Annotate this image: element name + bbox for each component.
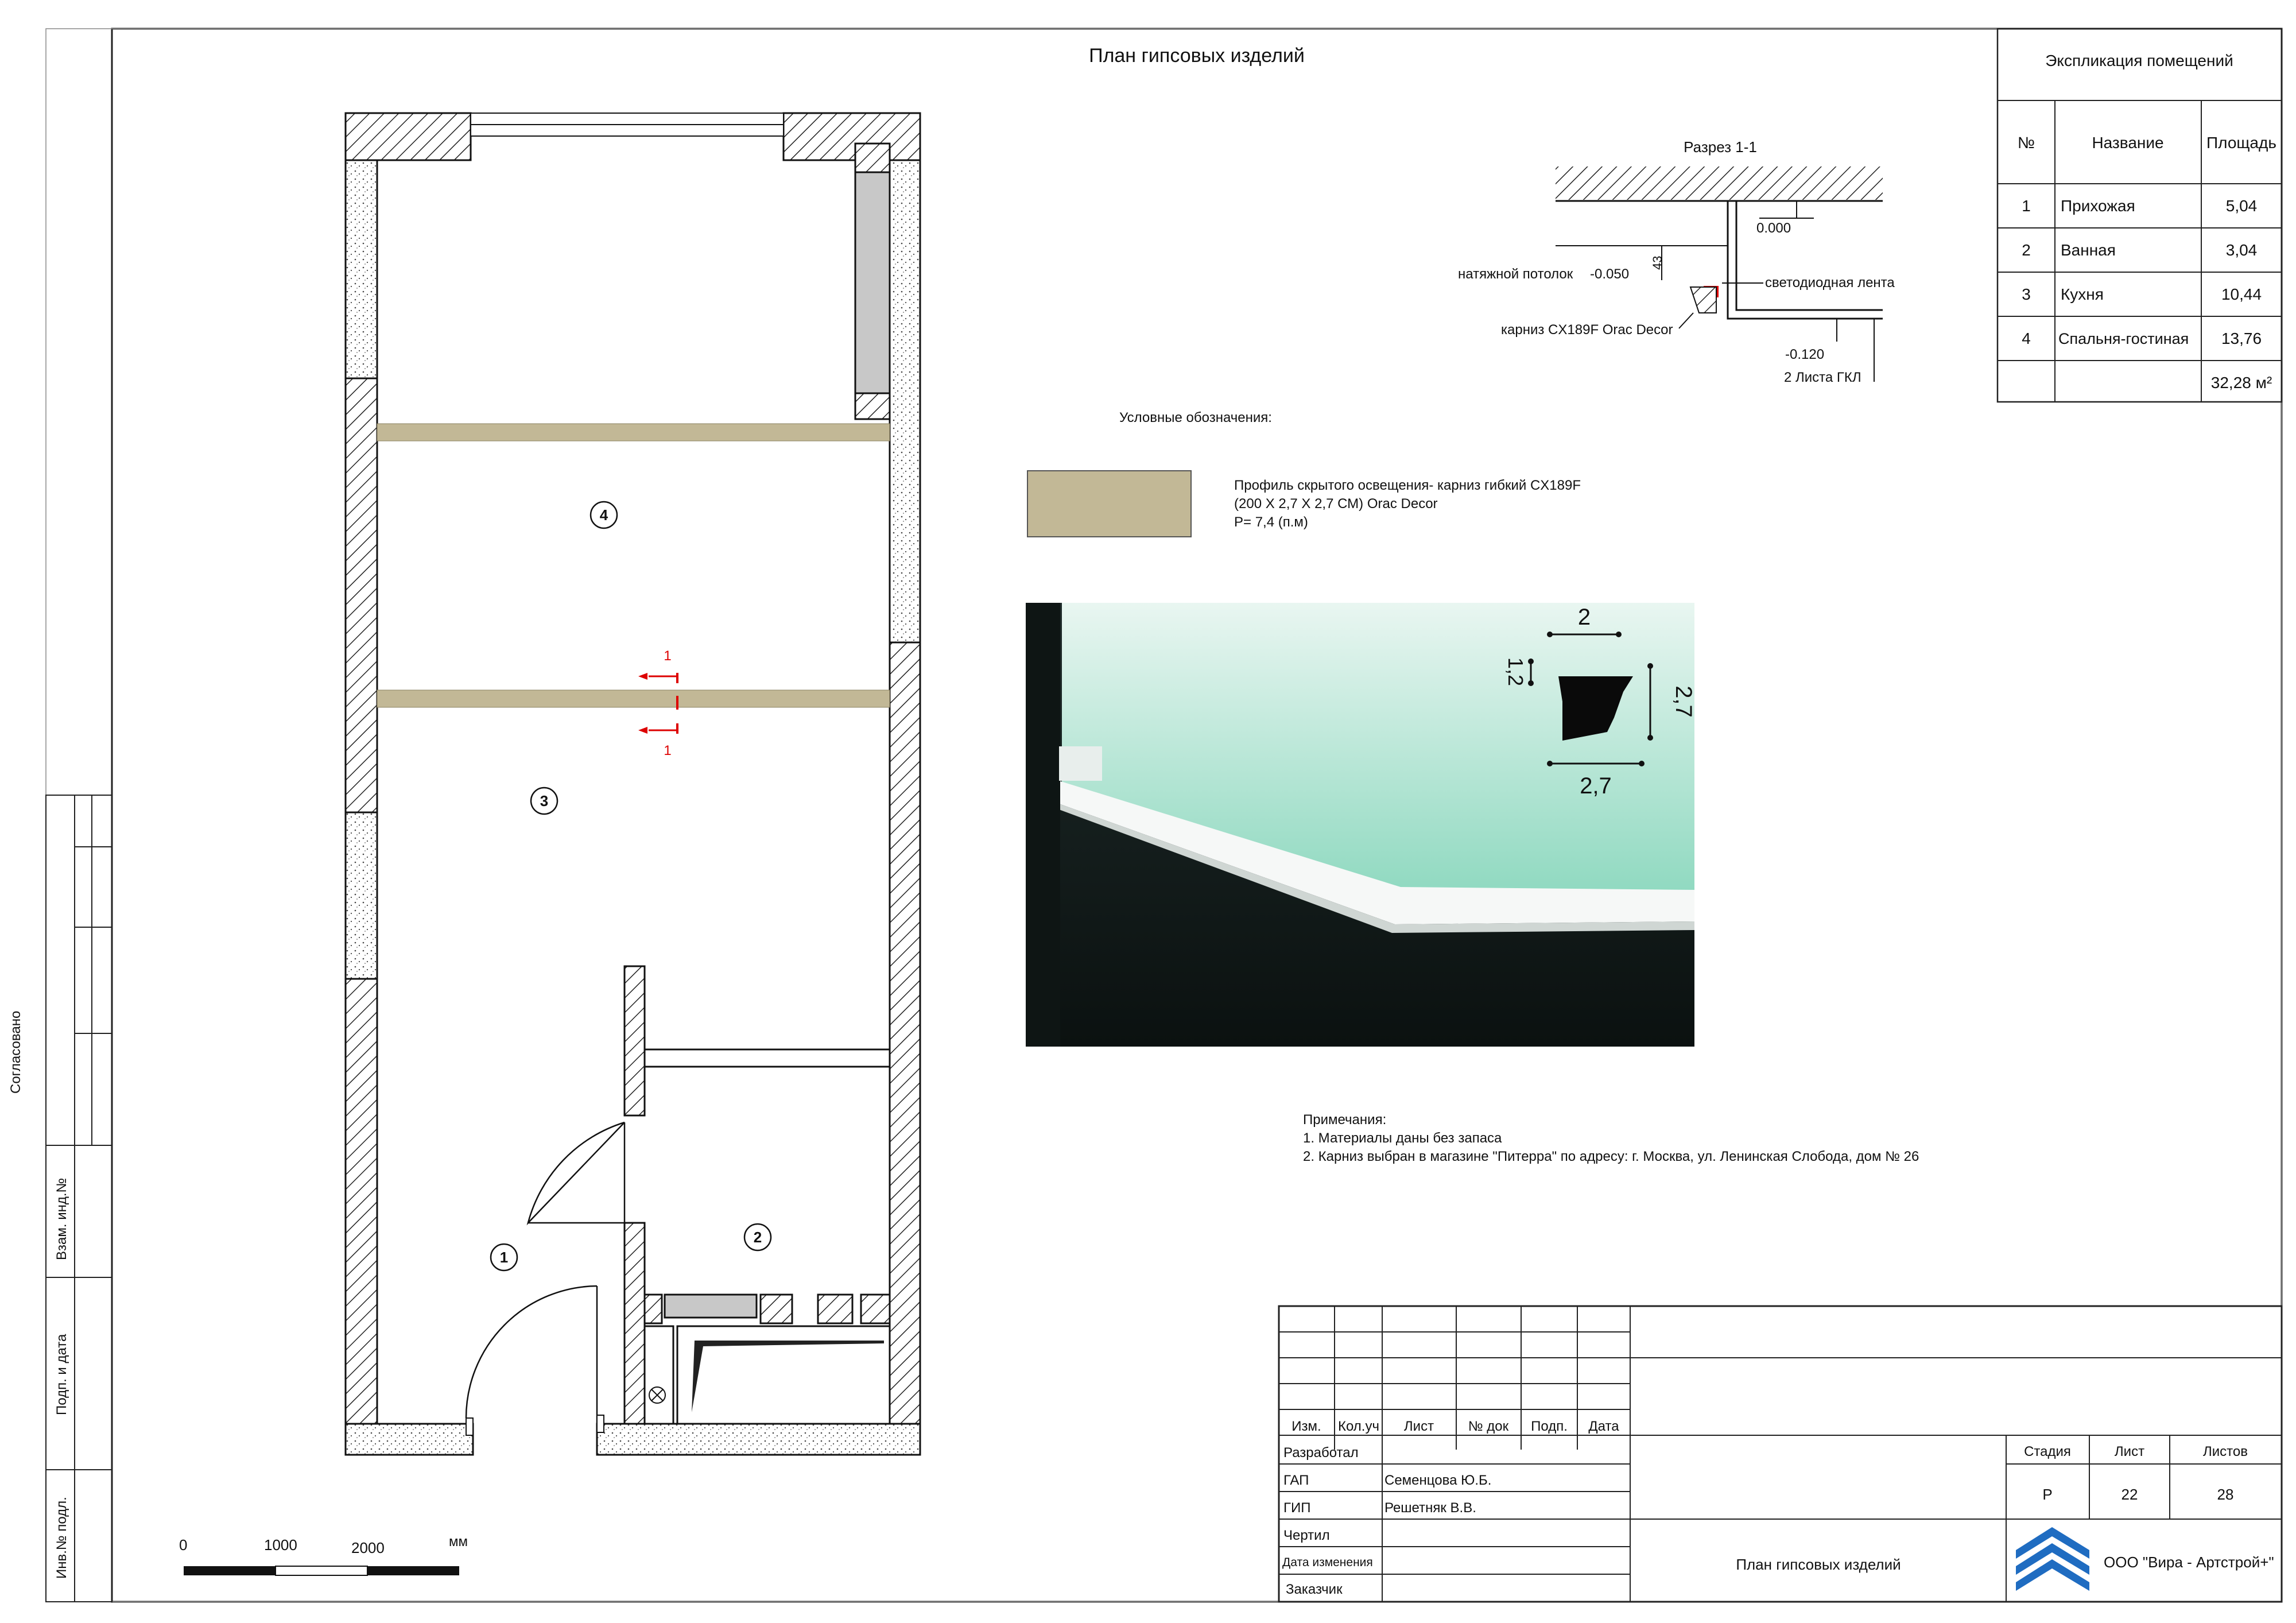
explication-header-no: № — [2017, 134, 2035, 152]
room-marker-1 — [491, 1244, 517, 1270]
tb-role-date-changed: Дата изменения — [1282, 1556, 1373, 1569]
table-row-3-no: 3 — [2022, 285, 2031, 303]
tb-name-gip: Решетняк В.В. — [1384, 1500, 1476, 1516]
svg-text:2: 2 — [753, 1229, 762, 1246]
tb-role-developed: Разработал — [1283, 1445, 1359, 1461]
company-logo — [2014, 1524, 2091, 1598]
stamp-sign-date: Подп. и дата — [54, 1334, 69, 1415]
legend-line-2: (200 X 2,7 X 2,7 СМ) Orac Decor — [1234, 496, 1438, 512]
wall-right-insulation — [890, 160, 920, 642]
tb-col-date: Дата — [1588, 1419, 1619, 1434]
tb-drawing-name: План гипсовых изделий — [1736, 1556, 1901, 1573]
scale-bar — [179, 1534, 468, 1575]
cornice-section — [1690, 287, 1716, 313]
label-cornice: карниз CX189F Orac Decor — [1501, 322, 1673, 338]
tb-col-doc: № док — [1468, 1419, 1509, 1434]
bath-shelf-5 — [861, 1295, 890, 1323]
tb-role-gap: ГАП — [1283, 1473, 1309, 1488]
title-block — [1279, 1306, 2282, 1602]
dim-43: 43 — [1650, 255, 1665, 270]
bath-shelf-3 — [761, 1295, 792, 1323]
stamp-agreed: Согласовано — [8, 1010, 24, 1094]
room-marker-3 — [531, 788, 557, 814]
table-row-4-name: Спальня-гостиная — [2058, 330, 2189, 347]
cut-arrowhead-bottom — [638, 727, 647, 734]
dim-dot-6 — [1647, 735, 1653, 741]
tb-role-drew: Чертил — [1283, 1528, 1330, 1543]
dim-dot-3 — [1528, 659, 1534, 664]
scale-unit: мм — [449, 1534, 468, 1550]
room-marker-2 — [744, 1224, 771, 1250]
svg-text:4: 4 — [599, 506, 608, 524]
tb-name-gap: Семенцова Ю.Б. — [1384, 1473, 1492, 1488]
tb-sheets-label: Листов — [2203, 1444, 2248, 1459]
cut-label-top: 1 — [664, 648, 672, 664]
label-gkl: 2 Листа ГКЛ — [1784, 370, 1861, 385]
side-stamp — [8, 795, 112, 1602]
tb-col-izm: Изм. — [1292, 1419, 1321, 1434]
label-stretch-ceiling: натяжной потолок — [1458, 266, 1573, 282]
tb-role-client: Заказчик — [1286, 1582, 1343, 1597]
dim-dot-5 — [1647, 663, 1653, 669]
wall-left-insulation-2 — [346, 812, 377, 979]
floor-plan — [346, 113, 920, 1455]
table-row-1-name: Прихожая — [2061, 197, 2135, 215]
niche-cap-bottom — [855, 393, 890, 419]
dim-dot-4 — [1528, 680, 1534, 686]
wall-top-left — [346, 113, 471, 160]
tb-company: ООО "Вира - Артстрой+" — [2104, 1554, 2274, 1571]
section-title: Разрез 1-1 — [1684, 138, 1757, 156]
door-swing-hall — [528, 1122, 625, 1223]
partition-vertical-upper — [625, 966, 645, 1115]
profile-dim-left: 1,2 — [1504, 657, 1527, 687]
washer-box — [645, 1326, 673, 1424]
tb-sheet-label: Лист — [2114, 1444, 2145, 1459]
bath-shelf-2 — [665, 1295, 757, 1318]
legend-swatch — [1027, 471, 1191, 537]
wall-left-insulation-1 — [346, 160, 377, 378]
scale-tick-1000: 1000 — [264, 1536, 297, 1554]
partition-vertical-lower — [625, 1223, 645, 1424]
level-1: -0.050 — [1590, 266, 1630, 282]
table-row-4-no: 4 — [2022, 330, 2031, 347]
note-2: 2. Карниз выбран в магазине "Питерра" по адресу: г. Москва, ул. Ленинская Слобода, дом № 26 — [1303, 1149, 1919, 1164]
svg-text:3: 3 — [540, 792, 549, 809]
door-swing-entrance — [466, 1286, 597, 1418]
explication-table — [1998, 29, 2282, 402]
table-row-1-no: 1 — [2022, 197, 2031, 215]
tb-stage: Р — [2042, 1486, 2053, 1503]
dim-dot-7 — [1547, 761, 1553, 766]
scale-tick-2000: 2000 — [351, 1539, 385, 1556]
label-led: светодиодная лента — [1765, 275, 1895, 290]
section-1-1 — [1458, 138, 1895, 385]
cornice-profile-lower — [377, 690, 890, 707]
profile-dim-bottom: 2,7 — [1580, 773, 1612, 799]
dim-dot-8 — [1639, 761, 1645, 766]
table-row-3-name: Кухня — [2061, 285, 2104, 303]
explication-header-name: Название — [2092, 134, 2164, 152]
tb-col-sign: Подп. — [1531, 1419, 1568, 1434]
profile-dim-right: 2,7 — [1671, 685, 1696, 718]
tb-role-gip: ГИП — [1283, 1500, 1311, 1516]
wall-bottom-left — [346, 1424, 473, 1455]
note-1: 1. Материалы даны без запаса — [1303, 1130, 1502, 1146]
bath-shelf-4 — [818, 1295, 852, 1323]
legend-line-1: Профиль скрытого освещения- карниз гибкий CX189F — [1234, 478, 1581, 493]
cornice-leader — [1679, 313, 1693, 328]
wall-top-right — [784, 113, 920, 160]
svg-text:1: 1 — [499, 1249, 509, 1266]
door-jamb-left — [466, 1418, 473, 1435]
table-row-4-area: 13,76 — [2221, 330, 2262, 347]
explication-title: Экспликация помещений — [2045, 52, 2233, 69]
table-row-2-name: Ванная — [2061, 241, 2116, 259]
table-row-1-area: 5,04 — [2225, 197, 2258, 215]
notes — [1303, 1112, 1919, 1164]
radiator-window-niche — [855, 172, 890, 393]
cornice-profile-upper — [377, 424, 890, 441]
tb-sheets: 28 — [2217, 1486, 2234, 1503]
dim-dot-2 — [1616, 632, 1622, 637]
door-jamb-right — [597, 1415, 604, 1432]
scale-tick-0: 0 — [179, 1536, 188, 1554]
table-row-3-area: 10,44 — [2221, 285, 2262, 303]
table-row-2-no: 2 — [2022, 241, 2031, 259]
stamp-inv-orig: Инв.№ подл. — [54, 1497, 69, 1579]
tb-sheet: 22 — [2121, 1486, 2138, 1503]
legend — [1027, 410, 1581, 537]
level-2: -0.120 — [1785, 347, 1825, 362]
explication-total: 32,28 м² — [2210, 374, 2272, 392]
tb-stage-label: Стадия — [2024, 1444, 2071, 1459]
tb-col-list: Лист — [1403, 1419, 1434, 1434]
tb-col-kol: Кол.уч — [1338, 1419, 1379, 1434]
level-0: 0.000 — [1756, 220, 1791, 236]
stamp-inv-swap: Взам. инд.№ — [54, 1177, 69, 1260]
cut-arrowhead-top — [638, 673, 647, 680]
partition-horizontal — [645, 1049, 890, 1067]
legend-heading: Условные обозначения: — [1119, 410, 1272, 425]
table-row-2-area: 3,04 — [2225, 241, 2258, 259]
notes-heading: Примечания: — [1303, 1112, 1387, 1128]
slab-hatch — [1556, 166, 1883, 200]
explication-header-area: Площадь — [2206, 134, 2276, 152]
room-marker-4 — [591, 502, 617, 528]
cornice-photo — [1026, 603, 1696, 1047]
profile-dim-top: 2 — [1577, 605, 1591, 630]
legend-line-3: P= 7,4 (п.м) — [1234, 514, 1308, 530]
dim-dot-1 — [1547, 632, 1553, 637]
niche-cap-top — [855, 144, 890, 172]
wall-bottom-right — [597, 1424, 920, 1455]
sheet-title: План гипсовых изделий — [1089, 45, 1305, 67]
cut-label-bottom: 1 — [664, 743, 672, 758]
bath-shelf-1 — [645, 1295, 662, 1323]
